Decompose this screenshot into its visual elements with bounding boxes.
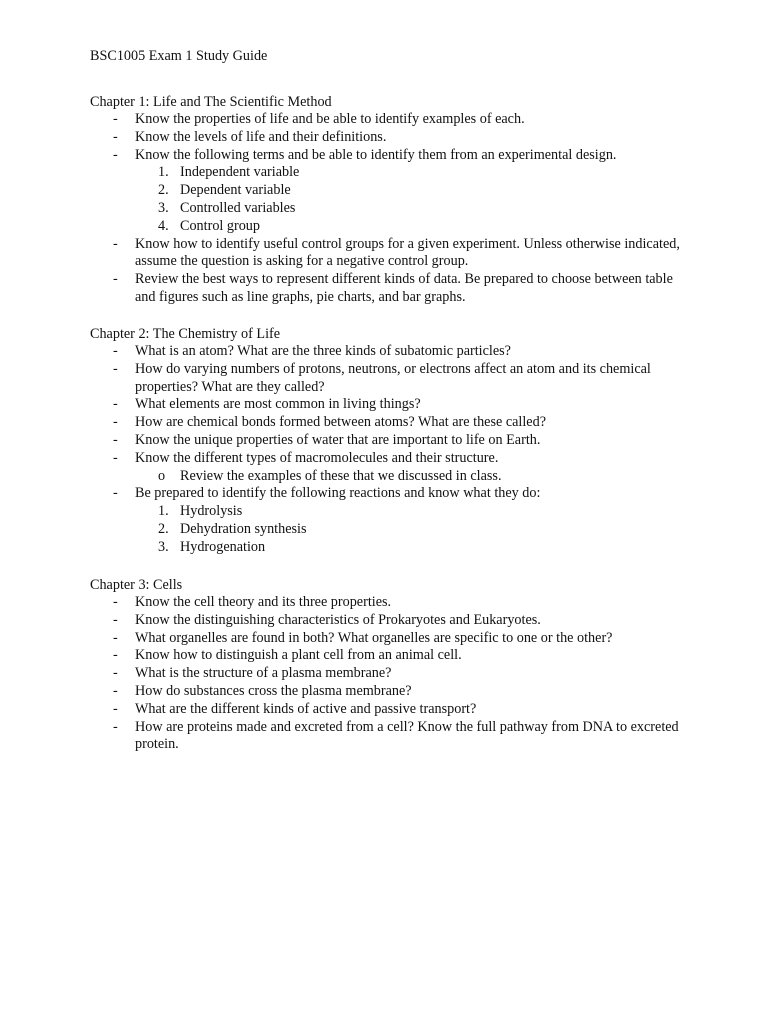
sub-list [90,503,690,556]
chapter-heading: Chapter 2: The Chemistry of Life [90,326,281,342]
list-item-text: Know the levels of life and their definitions. [135,128,387,145]
bullet-marker: - [113,594,118,610]
list-item-text: Know the unique properties of water that are important to life on Earth. [135,431,541,448]
number-marker: 1. [158,164,169,181]
bullet-marker: - [113,449,118,466]
sub-list [90,164,690,235]
list-item [90,129,680,147]
sub-item-text: Independent variable [180,164,300,181]
list-item [90,111,680,129]
bullet-marker: - [113,146,118,163]
chapter-2-list-continued [90,485,690,503]
list-item [90,612,680,630]
bullet-marker: - [113,485,118,502]
bullet-marker: - [113,414,118,431]
sub-list-item [90,503,690,521]
number-marker: 3. [158,199,169,216]
chapter-1-list-continued [90,236,690,307]
bullet-marker: - [113,235,118,252]
chapter-1-list [90,111,690,164]
list-item-text: Know how to distinguish a plant cell from an animal cell. [135,647,462,664]
list-item [90,485,680,503]
list-item [90,147,680,165]
sub-item-text: Control group [180,217,260,234]
sub-item-text: Dehydration synthesis [180,520,307,537]
sub-list [90,468,690,486]
bullet-marker: - [113,431,118,448]
number-marker: 3. [158,538,169,555]
list-item-text: How are chemical bonds formed between atoms? What are these called? [135,414,546,431]
bullet-marker: - [113,360,118,377]
chapter-3-section [90,576,690,754]
sub-list-item [90,182,690,200]
list-item [90,450,680,468]
sub-list-item [90,521,690,539]
list-item [90,236,680,272]
bullet-marker: - [113,665,118,682]
bullet-marker: - [113,271,118,288]
list-item [90,343,680,361]
list-item-text: What elements are most common in living things? [135,396,421,413]
sub-item-text: Review the examples of these that we discussed in class. [180,467,502,484]
list-item-text: What is an atom? What are the three kinds of subatomic particles? [135,343,511,359]
sub-item-text: Dependent variable [180,182,291,199]
chapter-2-list [90,343,690,468]
document-title: BSC1005 Exam 1 Study Guide [90,48,268,64]
bullet-marker: - [113,629,118,646]
list-item [90,414,680,432]
sub-list-item [90,164,690,182]
list-item [90,683,680,701]
chapter-2-section [90,325,690,557]
sub-list-item [90,539,690,557]
list-item [90,271,680,307]
list-item [90,701,680,719]
list-item-text: What is the structure of a plasma membrane? [135,665,392,682]
list-item [90,432,680,450]
list-item-text: Know how to identify useful control groups for a given experiment. Unless otherwise indicated, assume the question is asking for a negative control group. [135,235,680,270]
number-marker: 2. [158,520,169,537]
number-marker: 4. [158,217,169,234]
chapter-heading: Chapter 1: Life and The Scientific Method [90,94,332,110]
list-item-text: Know the cell theory and its three properties. [135,594,392,610]
list-item-text: What organelles are found in both? What organelles are specific to one or the other? [135,629,613,646]
sub-list-item [90,200,690,218]
list-item [90,396,680,414]
bullet-marker: - [113,343,118,359]
number-marker: 2. [158,182,169,199]
list-item [90,630,680,648]
list-item-text: How do varying numbers of protons, neutrons, or electrons affect an atom and its chemical properties? What are they called? [135,360,651,395]
chapter-3-list [90,594,690,754]
bullet-marker: - [113,128,118,145]
sub-item-text: Hydrolysis [180,503,243,520]
bullet-marker: - [113,611,118,628]
sub-item-text: Hydrogenation [180,538,266,555]
list-item-text: How are proteins made and excreted from a cell? Know the full pathway from DNA to excreted protein. [135,718,679,753]
list-item-text: Know the properties of life and be able to identify examples of each. [135,111,525,127]
sub-item-text: Controlled variables [180,199,296,216]
list-item-text: How do substances cross the plasma membrane? [135,682,412,699]
list-item [90,647,680,665]
circle-bullet-marker: o [158,467,166,484]
bullet-marker: - [113,718,118,735]
list-item-text: Know the following terms and be able to identify them from an experimental design. [135,146,617,163]
bullet-marker: - [113,111,118,127]
list-item [90,594,680,612]
number-marker: 1. [158,503,169,520]
bullet-marker: - [113,682,118,699]
bullet-marker: - [113,700,118,717]
list-item [90,361,680,397]
list-item [90,719,680,755]
bullet-marker: - [113,647,118,664]
list-item-text: Know the different types of macromolecules and their structure. [135,449,499,466]
chapter-heading: Chapter 3: Cells [90,577,183,593]
sub-list-item [90,218,690,236]
list-item-text: Review the best ways to represent different kinds of data. Be prepared to choose between table and figures such as line graphs, pie charts, and bar graphs. [135,271,673,305]
sub-list-item [90,468,690,486]
list-item [90,665,680,683]
list-item-text: Know the distinguishing characteristics of Prokaryotes and Eukaryotes. [135,611,541,628]
bullet-marker: - [113,396,118,413]
list-item-text: What are the different kinds of active and passive transport? [135,700,477,717]
chapter-1-section [90,93,690,307]
list-item-text: Be prepared to identify the following reactions and know what they do: [135,485,541,502]
